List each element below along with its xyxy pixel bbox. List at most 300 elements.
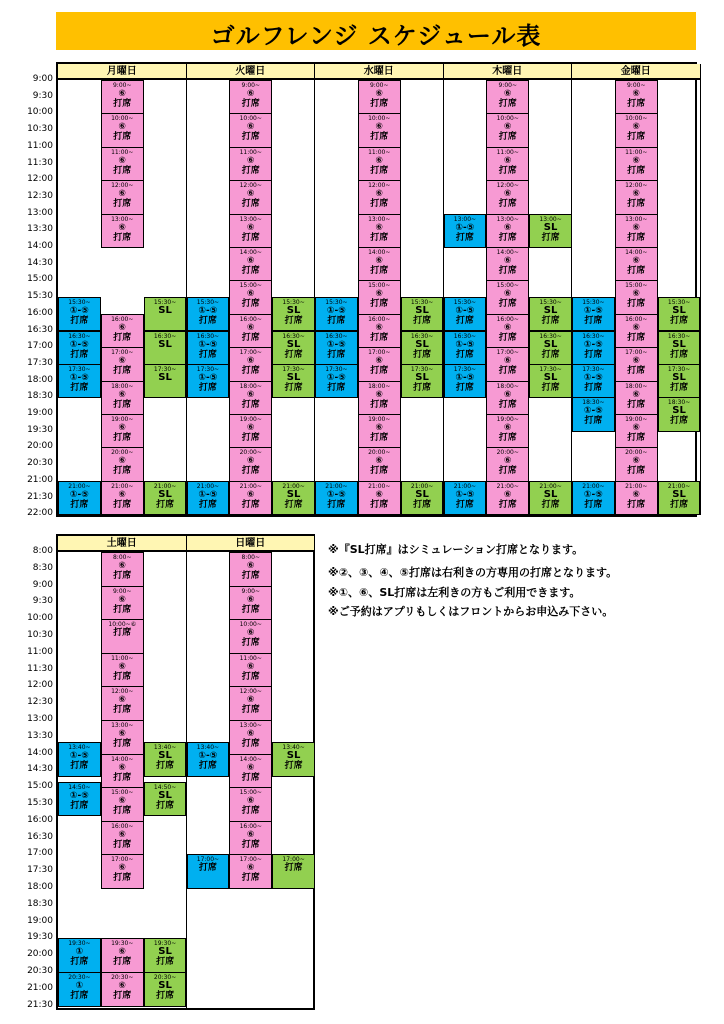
slot-block[interactable] — [615, 113, 658, 147]
slot-block[interactable] — [144, 972, 187, 1007]
slot-block[interactable] — [444, 297, 487, 331]
slot-block[interactable] — [101, 113, 144, 147]
slot-bay: SL — [543, 338, 558, 350]
time-label: 20:00 — [27, 949, 53, 960]
slot-block[interactable] — [615, 481, 658, 515]
slot-block[interactable] — [315, 364, 358, 398]
slot-block[interactable] — [229, 720, 272, 755]
slot-block[interactable] — [358, 80, 401, 114]
slot-bay: ⑥ — [118, 322, 127, 333]
slot-label: 打席 — [498, 165, 517, 176]
slot-block[interactable] — [187, 297, 230, 331]
slot-block[interactable] — [615, 447, 658, 481]
slot-block[interactable] — [101, 720, 144, 755]
slot-block[interactable] — [58, 938, 101, 973]
slot-bay: ⑥ — [632, 423, 641, 433]
slot-label: 打席 — [241, 165, 260, 176]
slot-label: 打席 — [241, 571, 260, 581]
slot-label: 打席 — [113, 839, 132, 850]
slot-block[interactable] — [486, 247, 529, 281]
slot-block[interactable] — [529, 297, 572, 331]
slot-bay: ⑥ — [503, 356, 512, 367]
slot-label: 打席 — [370, 199, 389, 210]
slot-block[interactable] — [615, 414, 658, 448]
slot-bay: ⑥ — [632, 89, 641, 99]
slot-block[interactable] — [101, 447, 144, 481]
slot-block[interactable] — [229, 381, 272, 415]
slot-time: 16:00~ — [111, 822, 134, 830]
slot-bay: ⑥ — [503, 189, 512, 200]
slot-time: 11:00~ — [239, 148, 262, 156]
slot-bay: ⑥ — [503, 122, 512, 133]
slot-block[interactable] — [229, 280, 272, 314]
slot-block[interactable] — [272, 854, 315, 889]
slot-time: 17:30~ — [196, 365, 220, 373]
slot-bay: ①-⑤ — [583, 406, 603, 417]
slot-bay: SL — [415, 371, 429, 383]
slot-block[interactable] — [101, 414, 144, 448]
slot-label: 打席 — [670, 416, 689, 427]
slot-label: 打席 — [113, 739, 132, 749]
slot-block[interactable] — [144, 481, 187, 515]
slot-block[interactable] — [229, 754, 272, 789]
slot-label: 打席 — [455, 499, 474, 510]
slot-label: 打席 — [113, 873, 132, 884]
slot-label: 打席 — [241, 806, 260, 817]
slot-block[interactable] — [486, 147, 529, 181]
slot-block[interactable] — [529, 481, 572, 515]
slot-block[interactable] — [529, 364, 572, 398]
slot-block[interactable] — [229, 347, 272, 381]
slot-bay: ⑥ — [118, 89, 127, 99]
slot-block[interactable] — [101, 821, 144, 856]
slot-bay: ①-⑤ — [198, 306, 218, 317]
slot-label: 打席 — [498, 266, 517, 276]
slot-block[interactable] — [229, 447, 272, 481]
slot-time: 13:00~ — [368, 215, 391, 223]
slot-label: 打席 — [455, 382, 474, 393]
slot-block[interactable] — [229, 214, 272, 248]
slot-block[interactable] — [358, 347, 401, 381]
slot-block[interactable] — [144, 297, 187, 331]
slot-block[interactable] — [229, 113, 272, 147]
slot-time: 21:00~ — [239, 482, 262, 490]
slot-bay: ①-⑤ — [69, 339, 89, 350]
slot-time: 13:00~ — [625, 215, 648, 223]
slot-block[interactable] — [315, 481, 358, 515]
slot-block[interactable] — [572, 397, 615, 431]
slot-block[interactable] — [444, 481, 487, 515]
slot-bay: ⑥ — [503, 155, 512, 166]
slot-time: 14:00~ — [239, 249, 262, 256]
slot-block[interactable] — [187, 364, 230, 398]
slot-time: 19:00~ — [625, 416, 648, 423]
slot-time: 13:00~ — [539, 215, 562, 223]
slot-time: 16:00~ — [496, 315, 519, 323]
slot-label: 打席 — [627, 165, 646, 176]
slot-block[interactable] — [58, 972, 101, 1007]
slot-label: 打席 — [413, 316, 432, 327]
time-label: 20:30 — [27, 966, 53, 976]
slot-time: 12:00~ — [111, 688, 134, 696]
slot-block[interactable] — [615, 314, 658, 348]
slot-time: 8:00~ — [112, 554, 132, 561]
slot-block[interactable] — [229, 854, 272, 889]
slot-block[interactable] — [229, 314, 272, 348]
slot-block[interactable] — [101, 972, 144, 1007]
time-label: 8:00 — [32, 546, 53, 556]
slot-block[interactable] — [658, 397, 701, 431]
slot-label: 打席 — [670, 499, 689, 510]
slot-block[interactable] — [101, 214, 144, 248]
slot-time: 12:00~ — [239, 182, 262, 190]
slot-block[interactable] — [358, 447, 401, 481]
slot-time: 17:30~ — [153, 365, 177, 373]
slot-time: 15:30~ — [582, 299, 605, 307]
time-label: 16:00 — [27, 814, 53, 825]
slot-label: 打席 — [627, 399, 646, 410]
slot-label: 打席 — [198, 382, 217, 393]
slot-block[interactable] — [101, 180, 144, 214]
slot-block[interactable] — [529, 214, 572, 248]
slot-block[interactable] — [401, 364, 444, 398]
slot-time: 21:00~ — [539, 482, 562, 490]
slot-block[interactable] — [58, 331, 101, 365]
slot-block[interactable] — [101, 754, 144, 789]
slot-time: 21:00~ — [496, 482, 519, 490]
time-label: 15:00 — [27, 781, 53, 792]
slot-bay: ⑥ — [246, 423, 255, 433]
slot-block[interactable] — [229, 653, 272, 688]
slot-block[interactable] — [144, 364, 187, 398]
slot-block[interactable] — [101, 787, 144, 822]
slot-block[interactable] — [58, 481, 101, 515]
slot-block[interactable] — [101, 653, 144, 688]
slot-bay: ⑥ — [375, 356, 384, 367]
slot-block[interactable] — [101, 586, 144, 621]
slot-block[interactable] — [486, 447, 529, 481]
slot-bay: ⑥ — [632, 122, 641, 133]
slot-block[interactable] — [444, 214, 487, 248]
day-header: 土曜日 — [58, 536, 187, 552]
slot-label: 打席 — [113, 957, 132, 968]
note-reservation: ※ご予約はアプリもしくはフロントからお申込み下さい。 — [328, 605, 614, 618]
slot-block[interactable] — [187, 854, 230, 889]
slot-bay: ⑥ — [503, 423, 512, 433]
slot-block[interactable] — [272, 742, 315, 777]
slot-bay: ①-⑤ — [198, 751, 218, 762]
slot-block[interactable] — [615, 247, 658, 281]
slot-label: 打席 — [113, 628, 132, 639]
slot-block[interactable] — [658, 297, 701, 331]
slot-block[interactable] — [229, 686, 272, 721]
slot-time: 18:30~ — [582, 399, 605, 407]
day-divider — [186, 64, 187, 515]
slot-bay: ⑥ — [503, 89, 512, 99]
slot-time: 18:30~ — [667, 399, 691, 407]
slot-bay: ①-⑤ — [69, 372, 89, 383]
slot-time: 21:00~ — [625, 482, 648, 490]
day-header: 火曜日 — [187, 64, 316, 80]
slot-block[interactable] — [315, 331, 358, 365]
slot-bay: ⑥ — [503, 389, 512, 400]
time-label: 11:00 — [27, 646, 53, 657]
slot-label: 打席 — [156, 991, 175, 1001]
slot-bay: ⑥ — [375, 155, 384, 166]
slot-label: 打席 — [198, 316, 217, 327]
slot-label: 打席 — [584, 499, 603, 510]
slot-time: 18:00~ — [111, 382, 134, 390]
time-label: 18:00 — [27, 374, 53, 385]
slot-label: 打席 — [627, 266, 646, 276]
slot-block[interactable] — [101, 686, 144, 721]
slot-block[interactable] — [101, 147, 144, 181]
slot-label: 打席 — [670, 382, 689, 393]
slot-block[interactable] — [401, 297, 444, 331]
slot-bay: ①-⑤ — [69, 790, 89, 801]
slot-bay: SL — [286, 750, 301, 762]
slot-time: 20:00~ — [239, 449, 262, 457]
slot-block[interactable] — [572, 364, 615, 398]
slot-block[interactable] — [358, 381, 401, 415]
slot-block[interactable] — [58, 297, 101, 331]
slot-label: 打席 — [455, 232, 474, 243]
slot-time: 20:30~ — [153, 974, 177, 981]
slot-block[interactable] — [615, 347, 658, 381]
slot-block[interactable] — [144, 782, 187, 817]
slot-block[interactable] — [229, 787, 272, 822]
slot-time: 21:00~ — [582, 482, 605, 490]
slot-label: 打席 — [156, 800, 175, 811]
slot-time: 17:30~ — [667, 365, 691, 373]
slot-time: 12:00~ — [368, 182, 391, 190]
slot-label: 打席 — [498, 499, 517, 510]
slot-block[interactable] — [144, 742, 187, 777]
slot-block[interactable] — [272, 481, 315, 515]
slot-block[interactable] — [187, 481, 230, 515]
slot-block[interactable] — [615, 214, 658, 248]
slot-block[interactable] — [486, 180, 529, 214]
slot-bay: ⑥ — [118, 947, 127, 958]
slot-label: 打席 — [241, 772, 260, 783]
slot-block[interactable] — [229, 147, 272, 181]
slot-block[interactable] — [101, 314, 144, 348]
slot-label: 打席 — [498, 399, 517, 410]
slot-block[interactable] — [658, 481, 701, 515]
slot-label: 打席 — [241, 99, 260, 109]
slot-block[interactable] — [529, 331, 572, 365]
slot-time: 15:30~ — [282, 299, 305, 307]
slot-block[interactable] — [315, 297, 358, 331]
slot-bay: ⑥ — [246, 89, 255, 99]
slot-block[interactable] — [101, 552, 144, 587]
slot-label: 打席 — [241, 839, 260, 850]
time-label: 21:00 — [27, 474, 53, 485]
slot-block[interactable] — [572, 297, 615, 331]
slot-time: 16:00~ — [111, 315, 134, 323]
slot-time: 11:00~ — [625, 148, 648, 156]
day-divider — [314, 64, 315, 515]
time-label: 18:30 — [27, 898, 53, 909]
slot-time: 12:00~ — [625, 182, 648, 190]
time-label: 17:00 — [27, 848, 53, 859]
slot-block[interactable] — [358, 214, 401, 248]
slot-bay: ⑥ — [246, 829, 255, 840]
slot-block[interactable] — [486, 414, 529, 448]
slot-block[interactable] — [58, 364, 101, 398]
slot-block[interactable] — [229, 414, 272, 448]
slot-block[interactable] — [444, 364, 487, 398]
slot-time: 20:00~ — [625, 449, 648, 457]
slot-bay: ①-⑤ — [455, 372, 475, 383]
note-left-handed: ※①、⑥、SL打席は左利きの方もご利用できます。 — [328, 586, 581, 599]
note-sl-simulation: ※『SL打席』はシミュレーション打席となります。 — [328, 543, 584, 556]
slot-block[interactable] — [229, 180, 272, 214]
slot-block[interactable] — [615, 80, 658, 114]
slot-block[interactable] — [58, 782, 101, 817]
slot-label: 打席 — [70, 382, 89, 393]
slot-time: 18:00~ — [625, 382, 648, 390]
slot-block[interactable] — [187, 331, 230, 365]
slot-time: 11:00~ — [239, 654, 262, 662]
slot-bay: ⑥ — [246, 356, 255, 367]
slot-block[interactable] — [272, 297, 315, 331]
slot-time: 21:00~ — [368, 482, 391, 490]
slot-time: 13:00~ — [239, 215, 262, 223]
slot-block[interactable] — [615, 381, 658, 415]
slot-block[interactable] — [615, 180, 658, 214]
slot-block[interactable] — [658, 331, 701, 365]
slot-block[interactable] — [229, 619, 272, 654]
slot-block[interactable] — [486, 314, 529, 348]
slot-time: 17:00~ — [111, 856, 134, 864]
time-label: 12:30 — [27, 697, 53, 708]
slot-block[interactable] — [358, 147, 401, 181]
slot-bay: ⑥ — [246, 729, 255, 739]
slot-block[interactable] — [486, 113, 529, 147]
slot-label: 打席 — [370, 399, 389, 410]
slot-bay: ⑥ — [118, 762, 127, 773]
slot-label: 打席 — [498, 466, 517, 477]
slot-block[interactable] — [101, 80, 144, 114]
slot-time: 13:00~ — [111, 722, 134, 729]
day-header: 月曜日 — [58, 64, 187, 80]
slot-time: 15:30~ — [667, 299, 691, 307]
time-label: 19:00 — [27, 408, 53, 418]
slot-block[interactable] — [658, 364, 701, 398]
slot-block[interactable] — [229, 80, 272, 114]
slot-block[interactable] — [572, 481, 615, 515]
slot-bay: ⑥ — [375, 489, 384, 500]
slot-block[interactable] — [486, 214, 529, 248]
slot-block[interactable] — [229, 481, 272, 515]
slot-label: 打席 — [113, 571, 132, 581]
slot-block[interactable] — [358, 481, 401, 515]
slot-block[interactable] — [229, 552, 272, 587]
slot-bay: SL — [543, 371, 558, 383]
slot-bay: ①-⑤ — [326, 489, 346, 500]
slot-block[interactable] — [101, 347, 144, 381]
slot-time: 14:00~ — [625, 249, 648, 256]
slot-time: 16:30~ — [196, 332, 220, 340]
slot-label: 打席 — [627, 466, 646, 477]
slot-time: 15:30~ — [68, 299, 91, 307]
slot-block[interactable] — [444, 331, 487, 365]
slot-bay: ⑥ — [118, 155, 127, 166]
slot-block[interactable] — [58, 742, 101, 777]
slot-block[interactable] — [358, 113, 401, 147]
slot-block[interactable] — [101, 854, 144, 889]
slot-bay: ① — [75, 981, 84, 991]
slot-time: 13:40~ — [282, 744, 305, 752]
slot-time: 15:00~ — [625, 282, 648, 290]
slot-bay: ⑥ — [246, 456, 255, 467]
slot-label: 打席 — [370, 266, 389, 276]
slot-bay: ⑥ — [632, 489, 641, 500]
slot-block[interactable] — [101, 619, 144, 654]
slot-block[interactable] — [358, 247, 401, 281]
slot-block[interactable] — [572, 331, 615, 365]
slot-block[interactable] — [272, 331, 315, 365]
slot-block[interactable] — [358, 180, 401, 214]
slot-label: 打席 — [370, 165, 389, 176]
slot-block[interactable] — [615, 147, 658, 181]
slot-bay: ⑥ — [118, 796, 127, 807]
slot-block[interactable] — [615, 280, 658, 314]
slot-bay: SL — [286, 305, 301, 317]
time-label: 9:00 — [32, 74, 53, 84]
slot-bay: SL — [672, 305, 686, 317]
slot-label: 打席 — [541, 382, 560, 393]
slot-bay: ⑥ — [118, 981, 127, 991]
slot-block[interactable] — [401, 481, 444, 515]
slot-block[interactable] — [358, 314, 401, 348]
slot-label: 打席 — [156, 761, 175, 772]
slot-time: 16:00~ — [239, 315, 262, 323]
slot-bay: ⑥ — [632, 289, 641, 300]
slot-block[interactable] — [187, 742, 230, 777]
slot-block[interactable] — [144, 331, 187, 365]
day-header: 金曜日 — [572, 64, 701, 80]
slot-block[interactable] — [229, 247, 272, 281]
slot-bay: ①-⑤ — [326, 306, 346, 317]
slot-block[interactable] — [101, 938, 144, 973]
slot-block[interactable] — [144, 938, 187, 973]
slot-block[interactable] — [401, 331, 444, 365]
slot-block[interactable] — [272, 364, 315, 398]
slot-label: 打席 — [113, 399, 132, 410]
slot-label: 打席 — [498, 232, 517, 243]
slot-block[interactable] — [486, 80, 529, 114]
time-label: 20:30 — [27, 458, 53, 469]
slot-block[interactable] — [101, 381, 144, 415]
slot-bay: ⑥ — [503, 489, 512, 500]
slot-label: 打席 — [70, 499, 89, 510]
time-label: 14:00 — [27, 747, 53, 758]
slot-block[interactable] — [229, 586, 272, 621]
slot-block[interactable] — [486, 347, 529, 381]
slot-block[interactable] — [101, 481, 144, 515]
slot-block[interactable] — [229, 821, 272, 856]
slot-block[interactable] — [486, 381, 529, 415]
time-label: 9:30 — [32, 90, 53, 101]
slot-block[interactable] — [358, 280, 401, 314]
slot-block[interactable] — [486, 481, 529, 515]
slot-label: 打席 — [413, 499, 432, 510]
slot-time: 11:00~ — [496, 148, 519, 156]
slot-block[interactable] — [486, 280, 529, 314]
slot-block[interactable] — [358, 414, 401, 448]
